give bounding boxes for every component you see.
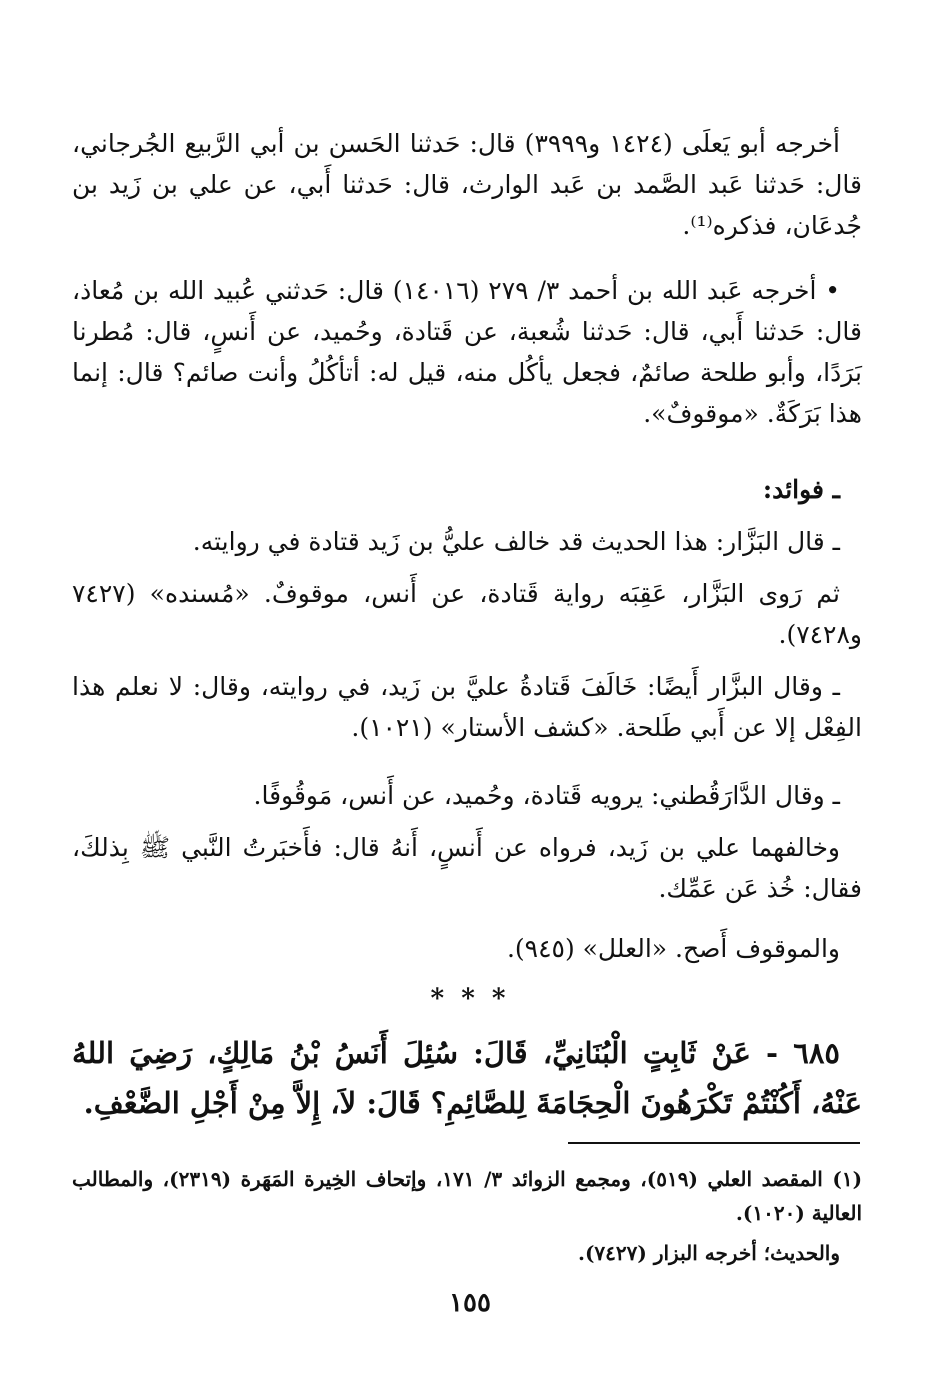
footnote-2: والحديث؛ أخرجه البزار (٧٤٢٧). <box>577 1241 840 1265</box>
paragraph-daraqutni: ـ وقال الدَّارَقُطني: يرويه قَتادة، وحُميد، عن أَنس، مَوقُوفًا. <box>253 781 840 810</box>
paragraph-bazzar-musnad: ثم رَوى البَزَّار، عَقِبَه رواية قَتادة، عن أَنس، موقوفٌ. «مُسنده» (٧٤٢٧ و٧٤٢٨). <box>72 579 862 649</box>
paragraph-ali-bin-zayd: وخالفهما علي بن زَيد، فرواه عن أَنسٍ، أَنهُ قال: فأَخبَرتُ النَّبي ﷺ بِذلكَ، فقال: خُذ عَن عَمِّك. <box>72 833 862 903</box>
page-number: ١٥٥ <box>449 1288 491 1318</box>
paragraph-bazzar-note: ـ قال البَزَّار: هذا الحديث قد خالف عليُّ بن زَيد قتادة في روايته. <box>192 527 840 556</box>
section-separator: * * * <box>430 984 510 1014</box>
hadith-685: ٦٨٥ - عَنْ ثَابِتٍ الْبُنَانِيِّ، قَالَ: سُئِلَ أَنَسُ بْنُ مَالِكٍ، رَضِيَ اللهُ عَنْهُ، أَكُنْتُمْ تَكْرَهُونَ الْحِجَامَةَ لِلصَّائِمِ؟ قَالَ: لاَ، إِلاَّ مِنْ أَجْلِ الضَّعْفِ. <box>72 1036 862 1120</box>
footnote-1: (١) المقصد العلي (٥١٩)، ومجمع الزوائد ٣/ ١٧١، وإتحاف الخِيرة المَهَرة (٢٣١٩)، والمطالب العالية (١٠٢٠). <box>72 1167 863 1225</box>
paragraph-bazzar-kashf: ـ وقال البزَّار أَيضًا: خَالَفَ قَتادةُ عليَّ بن زَيد، في روايته، وقال: لا نعلم هذا الفِعْل إلا عن أَبي طَلحة. «كشف الأستار» (١٠٢١). <box>72 672 862 742</box>
fawaid-heading: ـ فوائد: <box>762 475 840 504</box>
paragraph-mawquf-asah: والموقوف أَصح. «العلل» (٩٤٥). <box>506 934 840 963</box>
footnote-divider <box>568 1142 860 1144</box>
paragraph-abdullah-ahmad: • أخرجه عَبد الله بن أحمد ٣/ ٢٧٩ (١٤٠١٦) قال: حَدثني عُبيد الله بن مُعاذ، قال: حَدثنا أَبي، قال: حَدثنا شُعبة، عن قَتادة، وحُميد، عن أَنسٍ، قال: مُطرنا بَرَدًا، وأبو طلحة صائمٌ، فجعل يأكُل منه، قيل له: أتأكُلُ وأنت صائم؟ قال: إنما هذا بَرَكَةٌ. «موقوفٌ». <box>72 276 862 428</box>
paragraph-abu-yala: أخرجه أبو يَعلَى (١٤٢٤ و٣٩٩٩) قال: حَدثنا الحَسن بن أبي الرَّبيع الجُرجاني، قال: حَدثنا عَبد الصَّمد بن عَبد الوارث، قال: حَدثنا أَبي، عن علي بن زَيد بن جُدعَان، فذكره⁽¹⁾. <box>72 129 862 240</box>
